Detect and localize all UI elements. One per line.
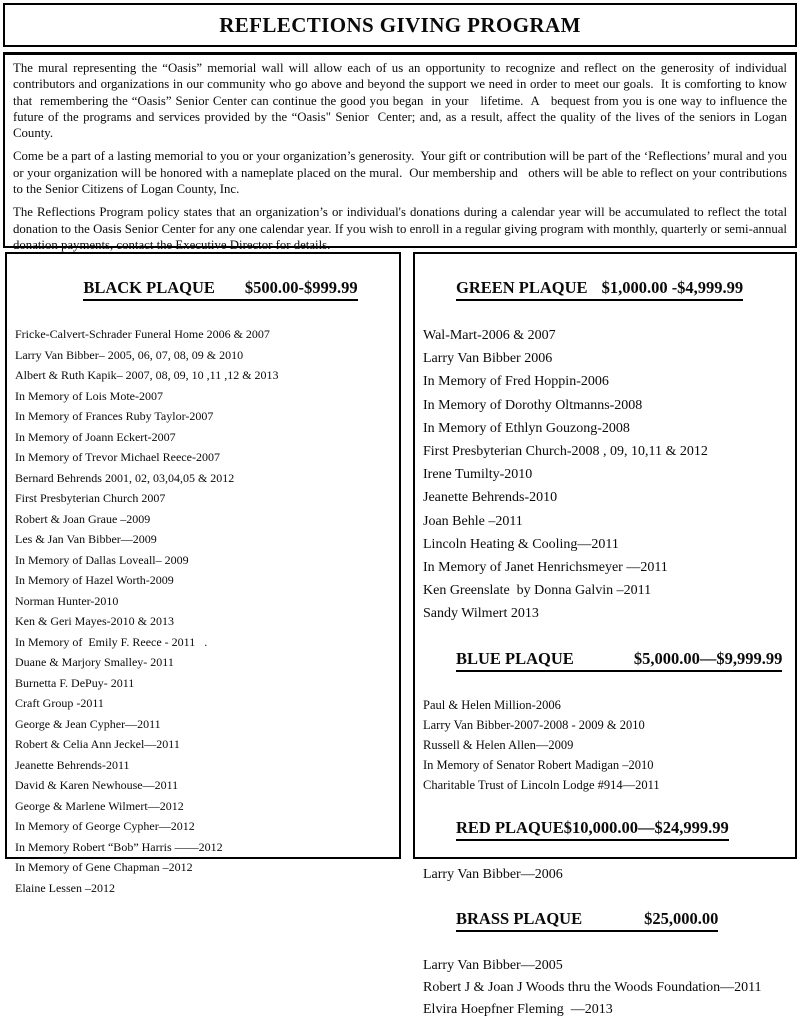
- plaque-list-item: George & Marlene Wilmert—2012: [15, 798, 184, 813]
- right-plaque-column: [413, 252, 797, 1018]
- plaque-list-item: In Memory of Fred Hoppin-2006: [423, 374, 609, 390]
- plaque-list-item: Albert & Ruth Kapik– 2007, 08, 09, 10 ,11 ,12 & 2013: [15, 368, 279, 382]
- plaque-list-item: Craft Group -2011: [15, 696, 104, 710]
- plaque-list-item: In Memory of Joann Eckert-2007: [15, 429, 176, 444]
- plaque-list-item: Jeanette Behrends-2010: [423, 490, 558, 506]
- plaque-list-item: Duane & Marjory Smalley- 2011: [15, 655, 174, 669]
- plaque-list-item: In Memory Robert “Bob” Harris ——2012: [15, 839, 223, 854]
- plaque-list-item: First Presbyterian Church-2008 , 09, 10,11 & 2012: [423, 444, 708, 460]
- heading-underline: [83, 278, 357, 301]
- plaque-list-item: In Memory of Frances Ruby Taylor-2007: [15, 409, 214, 423]
- plaque-list-item: Larry Van Bibber—2005: [423, 957, 563, 973]
- plaque-label: GREEN PLAQUE: [456, 278, 588, 297]
- plaque-list-item: Norman Hunter-2010: [15, 593, 119, 608]
- heading-underline: [456, 649, 782, 672]
- plaque-list-item: Elaine Lessen –2012: [15, 880, 115, 895]
- section-heading-green: [423, 258, 787, 321]
- plaque-list-item: Sandy Wilmert 2013: [423, 606, 539, 622]
- plaque-list-item: In Memory of Senator Robert Madigan –2010: [423, 757, 654, 772]
- plaque-list-item: In Memory of Dorothy Oltmanns-2008: [423, 397, 643, 413]
- intro-paragraph: Come be a part of a lasting memorial to you or your organization’s generosity. Your gift or contribution will be part of the ‘Reflections’ mural and you or your organization will be honored with a nameplate placed on the mural. Our membership and others will be able to reflect on your contributions to the Senior Citizens of Logan County, Inc.: [13, 149, 791, 197]
- plaque-list-item: Joan Behle –2011: [423, 513, 523, 529]
- plaque-range: $5,000.00—$9,999.99: [633, 648, 783, 668]
- title-box: [3, 3, 797, 47]
- plaque-list-item: In Memory of Ethlyn Gouzong-2008: [423, 420, 630, 436]
- plaque-list-item: In Memory of Janet Henrichsmeyer —2011: [423, 560, 668, 576]
- heading-underline: [456, 278, 743, 301]
- section-heading-blue: [423, 629, 787, 692]
- intro-paragraph: The Reflections Program policy states that an organization’s or individual's donations during a calendar year will be accumulated to reflect the total donation to the Oasis Senior Center for any one calendar year. If you wish to enroll in a regular giving program with monthly, quarterly or semi-annual donation payments, contact the Executive Director for details.: [13, 205, 791, 252]
- plaque-list-item: In Memory of Trevor Michael Reece-2007: [15, 450, 220, 464]
- heading-underline: [456, 909, 718, 932]
- plaque-section-green: [423, 258, 787, 626]
- plaque-list: [423, 324, 787, 626]
- plaque-list-item: Irene Tumilty-2010: [423, 467, 533, 483]
- plaque-section-black: [15, 258, 393, 898]
- plaque-section-brass: [423, 889, 787, 1022]
- plaque-list-item: Jeanette Behrends-2011: [15, 757, 130, 772]
- plaque-list: [423, 695, 787, 795]
- left-plaque-column: [5, 252, 401, 895]
- plaque-label: RED PLAQUE: [456, 817, 564, 837]
- section-heading-black: [15, 258, 393, 321]
- plaque-list-item: Fricke-Calvert-Schrader Funeral Home 2006 & 2007: [15, 327, 270, 341]
- plaque-list-item: Robert J & Joan J Woods thru the Woods Foundation—2011: [423, 980, 762, 996]
- plaque-list-item: In Memory of Gene Chapman –2012: [15, 860, 193, 874]
- plaque-section-blue: [423, 629, 787, 795]
- plaque-list-item: In Memory of Emily F. Reece - 2011 .: [15, 634, 208, 649]
- intro-section: [3, 52, 797, 252]
- plaque-list-item: Burnetta F. DePuy- 2011: [15, 675, 135, 690]
- plaque-list-item: Larry Van Bibber-2007-2008 - 2009 & 2010: [423, 717, 645, 732]
- plaque-list-item: Larry Van Bibber—2006: [423, 866, 563, 882]
- plaque-list-item: Lincoln Heating & Cooling—2011: [423, 536, 619, 552]
- page-title: REFLECTIONS GIVING PROGRAM: [219, 12, 581, 37]
- plaque-list: [423, 955, 787, 1022]
- plaque-list: [15, 324, 393, 898]
- plaque-label: BRASS PLAQUE: [456, 908, 583, 928]
- plaque-list-item: Wal-Mart-2006 & 2007: [423, 328, 556, 343]
- plaque-list-item: Larry Van Bibber– 2005, 06, 07, 08, 09 & 2010: [15, 347, 244, 362]
- plaque-range: $500.00-$999.99: [244, 278, 358, 297]
- plaque-list-item: Ken & Geri Mayes-2010 & 2013: [15, 614, 174, 628]
- intro-paragraph: The mural representing the “Oasis” memorial wall will allow each of us an opportunity to recognize and reflect on the generosity of individual contributors and organizations in our community who go above and beyond the support we need in order to meet our goals. It is comforting to know that remembering the “Oasis” Senior Center can continue the good you began in your lifetime. A bequest from you is one way to influence the future of the programs and services provided by the “Oasis" Senior Center; and, as a result, affect the quality of the lives of the seniors in Logan County.: [13, 61, 791, 141]
- plaque-list-item: In Memory of Lois Mote-2007: [15, 388, 163, 403]
- plaque-list-item: Elvira Hoepfner Fleming —2013: [423, 1002, 613, 1018]
- plaque-list-item: In Memory of Dallas Loveall– 2009: [15, 552, 189, 567]
- plaque-range: $10,000.00—$24,999.99: [563, 817, 729, 837]
- plaque-list-item: First Presbyterian Church 2007: [15, 491, 166, 505]
- section-heading-red: [423, 798, 787, 861]
- plaque-list-item: Paul & Helen Million-2006: [423, 697, 561, 712]
- plaque-list-item: Larry Van Bibber 2006: [423, 351, 553, 367]
- plaque-list-item: In Memory of George Cypher—2012: [15, 819, 195, 833]
- plaque-list-item: David & Karen Newhouse—2011: [15, 778, 179, 792]
- plaque-list-item: Robert & Joan Graue –2009: [15, 511, 151, 526]
- plaque-list-item: Ken Greenslate by Donna Galvin –2011: [423, 583, 652, 599]
- plaque-list-item: Robert & Celia Ann Jeckel—2011: [15, 737, 180, 751]
- section-heading-brass: [423, 889, 787, 952]
- plaque-label: BLACK PLAQUE: [83, 278, 215, 297]
- plaque-list-item: Bernard Behrends 2001, 02, 03,04,05 & 2012: [15, 470, 235, 485]
- plaque-range: $25,000.00: [644, 908, 719, 928]
- plaque-label: BLUE PLAQUE: [456, 648, 574, 668]
- plaque-list-item: George & Jean Cypher—2011: [15, 716, 161, 731]
- plaque-list-item: Russell & Helen Allen—2009: [423, 737, 574, 752]
- plaque-range: $1,000.00 -$4,999.99: [601, 278, 744, 297]
- plaque-list-item: Charitable Trust of Lincoln Lodge #914—2011: [423, 777, 660, 792]
- plaque-section-red: [423, 798, 787, 886]
- heading-underline: [456, 818, 729, 841]
- plaque-list-item: Les & Jan Van Bibber—2009: [15, 532, 157, 546]
- plaque-list-item: In Memory of Hazel Worth-2009: [15, 573, 174, 587]
- plaque-list: [423, 864, 787, 886]
